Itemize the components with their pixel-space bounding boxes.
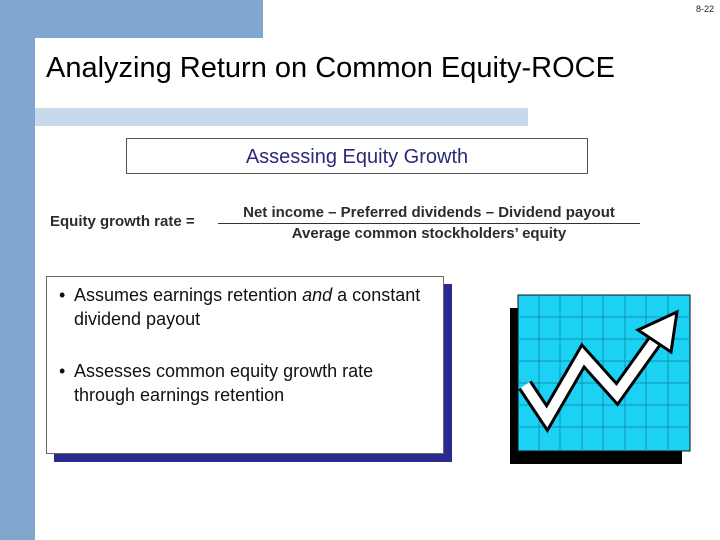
subtitle-box: Assessing Equity Growth bbox=[126, 138, 588, 174]
bullet-item bbox=[57, 359, 433, 407]
page-title: Analyzing Return on Common Equity-ROCE bbox=[46, 52, 615, 84]
bullet-item bbox=[57, 283, 433, 331]
top-accent-band bbox=[0, 0, 263, 38]
left-accent-bar bbox=[0, 0, 35, 540]
bullet-text: Assesses common equity growth rate through earnings retention bbox=[74, 361, 374, 405]
formula-fraction bbox=[218, 204, 640, 243]
bullet-text-tail: a constant dividend payout bbox=[74, 285, 421, 329]
bullet-dot: • bbox=[59, 361, 66, 381]
formula-lhs: Equity growth rate = bbox=[50, 213, 195, 230]
bullet-dot: • bbox=[59, 285, 66, 305]
rising-trend-chart-icon bbox=[505, 290, 695, 468]
formula-denominator: Average common stockholders’ equity bbox=[291, 225, 567, 242]
page-number: 8-22 bbox=[695, 4, 714, 14]
fraction-bar bbox=[218, 223, 640, 224]
bullet-box bbox=[46, 276, 444, 454]
title-underline-band bbox=[35, 108, 528, 126]
bullet-text: Assumes earnings retention bbox=[74, 285, 303, 305]
bullet-emphasis: and bbox=[302, 285, 333, 305]
formula-numerator: Net income – Preferred dividends – Dividend payout bbox=[243, 204, 615, 221]
